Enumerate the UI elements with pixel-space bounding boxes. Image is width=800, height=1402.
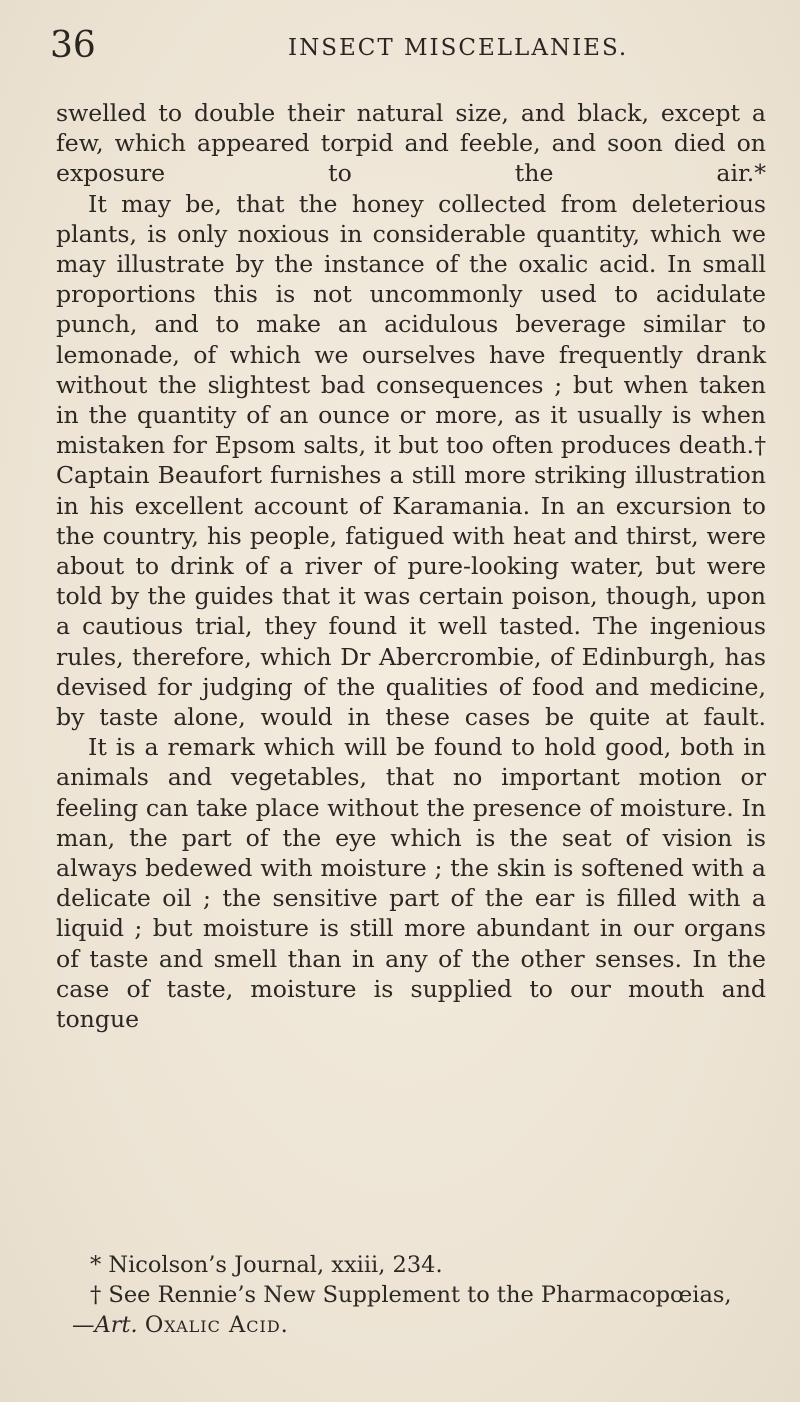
footnote-2-title: Oxalic Acid. — [144, 1312, 289, 1338]
footnote-2-art: Art. — [94, 1312, 138, 1338]
footnote-2: † See Rennie’s New Supplement to the Pharmacopœias, — [90, 1282, 732, 1308]
footnote-1: * Nicolson’s Journal, xxiii, 234. — [90, 1252, 443, 1278]
page-number: 36 — [50, 25, 96, 66]
paragraph-2: It may be, that the honey collected from deleterious plants, is only noxious in considerable quantity, which we may illustrate by the instance of the oxalic acid. In small proportions this is not uncommonly used to acidulate punch, and to make an acidulous beverage similar to lemonade, of which we ourselves have frequently drank without the slightest bad consequences ; but when taken in the quantity of an ounce or more, as it usually is when mistaken for Epsom salts, it but too often produces death.† Captain Beaufort furnishes a still more striking illustration in his excellent account of Karamania. In an excursion to the country, his people, fatigued with heat and thirst, were about to drink of a river of pure-looking water, but were told by the guides that it was certain poison, though, upon a cautious trial, they found it well tasted. The ingenious rules, therefore, which Dr Abercrombie, of Edinburgh, has devised for judging of the qualities of food and medicine, by taste alone, would in these cases be quite at fault. — [56, 189, 766, 732]
running-head: INSECT MISCELLANIES. — [288, 35, 629, 61]
page-header — [50, 22, 770, 70]
paragraph-3: It is a remark which will be found to hold good, both in animals and vegetables, that no important motion or feeling can take place without the presence of moisture. In man, the part of the eye which is the seat of vision is always bedewed with moisture ; the skin is softened with a delicate oil ; the sensitive part of the ear is filled with a liquid ; but moisture is still more abundant in our organs of taste and smell than in any of the other senses. In the case of taste, moisture is supplied to our mouth and tongue — [56, 733, 766, 1034]
footnotes — [62, 1250, 762, 1340]
paragraph-1: swelled to double their natural size, and black, except a few, which appeared torpid and feeble, and soon died on exposure to the air.* — [56, 99, 766, 188]
footnote-2-continuation — [72, 1310, 762, 1340]
body-text — [56, 98, 766, 1034]
footnote-2-dash: — — [72, 1312, 95, 1338]
